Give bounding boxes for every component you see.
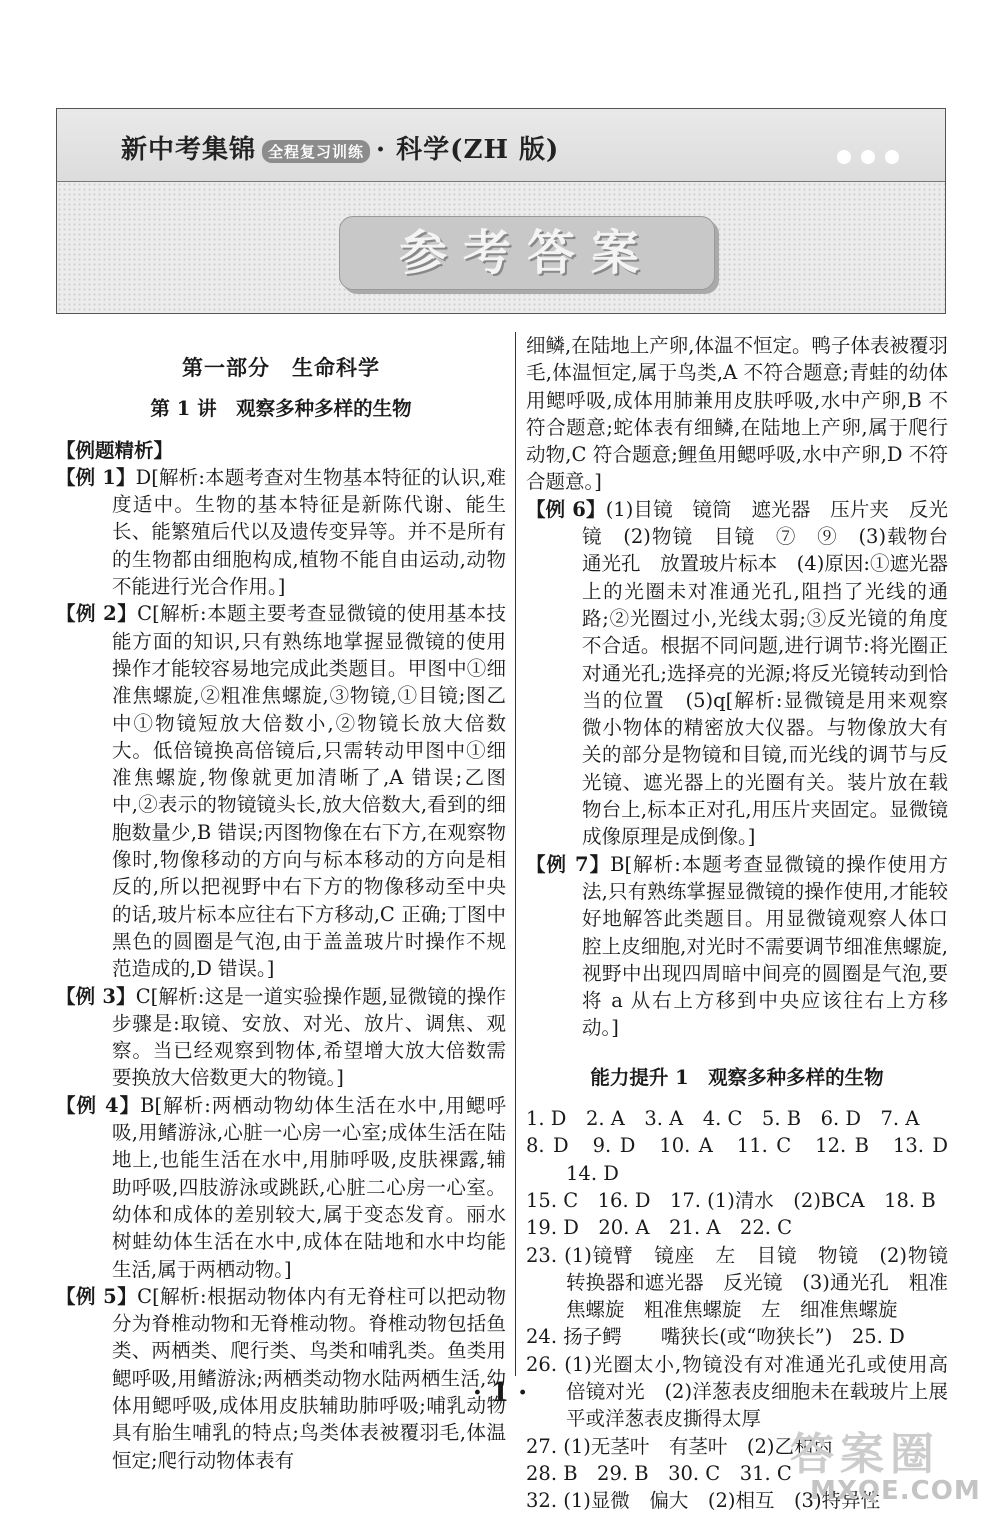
right-column — [526, 332, 968, 1514]
answer-line: 1. D 2. A 3. A 4. C 5. B 6. D 7. A — [526, 1107, 920, 1131]
watermark-logo — [790, 1418, 985, 1508]
series-subtitle-badge: 全程复习训练 — [262, 140, 370, 163]
page-number: · 1 · — [472, 1378, 528, 1408]
example-1 — [56, 464, 506, 600]
answer-line: 23. (1)镜臂 镜座 左 目镜 物镜 (2)物镜转换器和遮光器 反光镜 (3)通光孔 粗准焦螺旋 粗准焦螺旋 左 细准焦螺旋 — [526, 1243, 948, 1322]
example-label: 【例 4】 — [56, 1093, 141, 1117]
example-6 — [526, 496, 968, 851]
page-header — [56, 108, 946, 314]
answer-line: 8. D 9. D 10. A 11. C 12. B 13. D 14. D — [526, 1134, 968, 1185]
answer-line: 24. 扬子鳄 嘴狭长(或“吻狭长”) 25. D — [526, 1325, 905, 1349]
series-title — [121, 129, 559, 166]
example-7 — [526, 851, 948, 1042]
example-3 — [56, 983, 506, 1092]
page-title: 参考答案 — [339, 216, 715, 290]
subject-label: 科学(ZH 版) — [396, 135, 560, 165]
series-banner — [57, 109, 945, 182]
title-panel — [57, 182, 945, 313]
dot-icon — [861, 150, 875, 164]
dot-icon — [885, 150, 899, 164]
example-label: 【例 3】 — [56, 984, 136, 1008]
example-text: B[解析:两栖动物幼体生活在水中,用鳃呼吸,用鳍游泳,心脏一心房一心室;成体生活在陆地上,也能生活在水中,用肺呼吸,皮肤裸露,辅助呼吸,四肢游泳或跳跃,心脏二心房一心室。幼体和成体的差别较大,属于变态发育。丽水树蛙幼体生活在水中,成体在陆地和水中均能生活,属于两栖动物。] — [112, 1093, 506, 1281]
answer-line: 15. C 16. D 17. (1)清水 (2)BCA 18. B — [526, 1188, 936, 1212]
example-label: 【例 7】 — [526, 852, 611, 876]
watermark-url: MXQE.COM — [810, 1476, 981, 1506]
example-2 — [56, 600, 506, 982]
decorative-dots — [827, 149, 899, 168]
example-label: 【例 1】 — [56, 465, 136, 489]
example-text: D[解析:本题考查对生物基本特征的认识,难度适中。生物的基本特征是新陈代谢、能生长、能繁殖后代以及遗传变异等。并不是所有的生物都由细胞构成,植物不能自由运动,动物不能进行光合作用。] — [112, 465, 507, 599]
example-text: (1)目镜 镜筒 遮光器 压片夹 反光镜 (2)物镜 目镜 ⑦ ⑨ (3)载物台 通光孔 放置玻片标本 (4)原因:①遮光器上的光圈未对准通光孔,阻挡了光线的通路;②光圈过小,光线太弱;③反光镜的角度不合适。根据不同问题,进行调节:将光圈正对通光孔;选择亮的光源;将反光镜转动到恰当的位置 (5)q[解析:显微镜是用来观察微小物体的精密放大仪器。与物像放大有关的部分是物镜和目镜,而光线的调节与反光镜、遮光器上的光圈有关。装片放在载物台上,标本正对孔,用压片夹固定。显微镜成像原理是成倒像。] — [582, 497, 968, 849]
example-label: 【例 6】 — [526, 497, 606, 521]
series-name: 新中考集锦 — [121, 135, 257, 165]
example-label: 【例 5】 — [56, 1284, 138, 1308]
example-text: C[解析:本题主要考查显微镜的使用基本技能方面的知识,只有熟练地掌握显微镜的使用操作才能较容易地完成此类题目。甲图中①细准焦螺旋,②粗准焦螺旋,③物镜,①目镜;图乙中①物镜短放大倍数小,②物镜长放大倍数大。低倍镜换高倍镜后,只需转动甲图中①细准焦螺旋,物像就更加清晰了,A 错误;乙图中,②表示的物镜镜头长,放大倍数大,看到的细胞数量少,B 错误;丙图物像在右下方,在观察物像时,物像移动的方向与标本移动的方向是相反的,所以把视野中右下方的物像移动至中央的话,玻片标本应往右下方移动,C 正确;丁图中黑色的圆圈是气泡,由于盖盖玻片时操作不规范造成的,D 错误。] — [112, 602, 506, 981]
answer-line: 27. (1)无茎叶 有茎叶 (2)乙和丙 — [526, 1434, 833, 1458]
left-column — [56, 332, 506, 1474]
part-title: 第一部分 生命科学 — [182, 355, 380, 380]
answer-line: 32. (1)显微 偏大 (2)相互 (3)特异性 — [526, 1489, 881, 1513]
example-text: C[解析:根据动物体内有无脊柱可以把动物分为脊椎动物和无脊椎动物。脊椎动物包括鱼类、两栖类、爬行类、鸟类和哺乳类。鱼类用鳃呼吸,用鳍游泳;两栖类动物水陆两栖生活,幼体用鳃呼吸,成体用皮肤辅助肺呼吸;哺乳动物具有胎生哺乳的特点;鸟类体表被覆羽毛,体温恒定;爬行动物体表有 — [112, 1284, 506, 1472]
column-divider — [515, 332, 516, 1376]
answer-line: 19. D 20. A 21. A 22. C — [526, 1216, 793, 1240]
watermark-logo-text: 答案圈 — [790, 1429, 940, 1480]
example-label: 【例 2】 — [56, 602, 138, 626]
ability-section-title: 能力提升 1 观察多种多样的生物 — [590, 1065, 884, 1089]
answer-line: 26. (1)光圈太小,物镜没有对准通光孔或使用高倍镜对光 (2)洋葱表皮细胞未在载玻片上展平或洋葱表皮撕得太厚 — [526, 1352, 948, 1431]
example-text: B[解析:本题考查显微镜的操作使用方法,只有熟练掌握显微镜的操作使用,才能较好地解答此类题目。用显微镜观察人体口腔上皮细胞,对光时不需要调节细准焦螺旋,视野中出现四周暗中间亮的圆圈是气泡,要将 a 从右上方移到中央应该往右上方移动。] — [582, 852, 948, 1040]
lecture-title: 第 1 讲 观察多种多样的生物 — [150, 397, 412, 421]
example-text: C[解析:这是一道实验操作题,显微镜的操作步骤是:取镜、安放、对光、放片、调焦、观察。当已经观察到物体,希望增大放大倍数需要换放大倍数更大的物镜。] — [112, 984, 507, 1090]
series-separator: · — [376, 135, 387, 165]
answer-line: 28. B 29. B 30. C 31. C — [526, 1461, 792, 1485]
section-title: 【例题精析】 — [56, 438, 174, 462]
example-4 — [56, 1092, 506, 1283]
example-5-continuation: 细鳞,在陆地上产卵,体温不恒定。鸭子体表被覆羽毛,体温恒定,属于鸟类,A 不符合题意;青蛙的幼体用鳃呼吸,成体用肺兼用皮肤呼吸,水中产卵,B 不符合题意;蛇体表有细鳞,在陆地上产卵,属于爬行动物,C 符合题意;鲤鱼用鳃呼吸,水中产卵,D 不符合题意。] — [526, 334, 948, 494]
dot-icon — [837, 150, 851, 164]
